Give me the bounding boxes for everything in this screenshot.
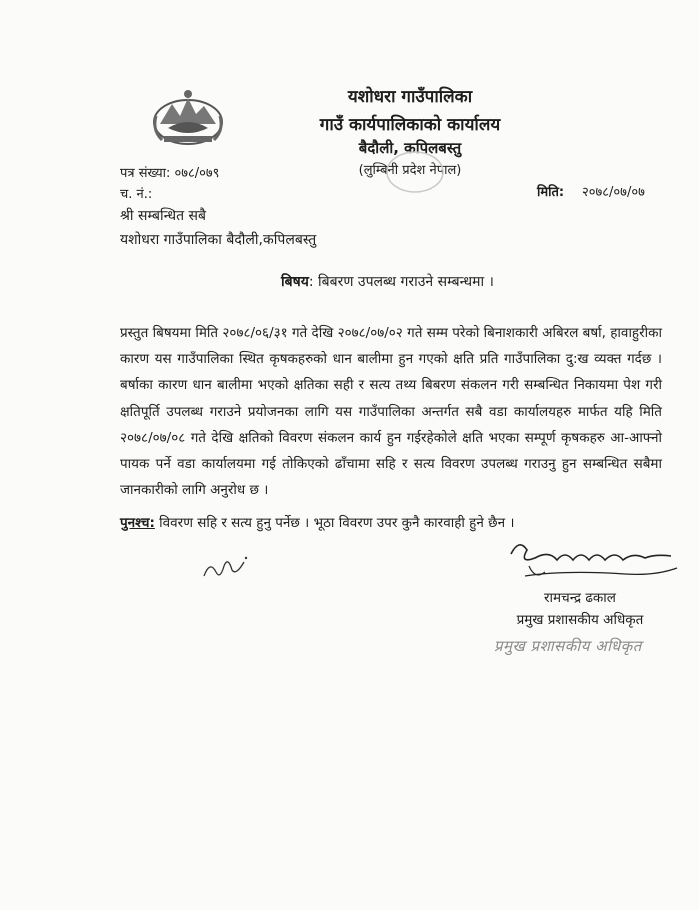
office-location: बैदौली, कपिलबस्तु <box>358 139 462 157</box>
postscript-text: विवरण सहि र सत्य हुनु पर्नेछ । भूठा विवरण उपर कुनै कारवाही हुने छैन । <box>154 515 515 531</box>
subject-label: बिषय <box>281 274 309 290</box>
letter-number: पत्र संख्या: ०७८/०७९ <box>120 166 220 181</box>
letter-body: प्रस्तुत बिषयमा मिति २०७८/०६/३१ गते देखि २०७८/०७/०२ गते सम्म परेको बिनाशकारी अबिरल बर्षा, हावाहुरीका कारण यस गाउँपालिका स्थित कृषकहरुको धान बालीमा हुन गएको क्षति प्रति गाउँपालिका दु:ख व्यक्त गर्दछ । बर्षाका कारण धान बालीमा भएको क्षतिका सही र सत्य तथ्य बिबरण संकलन गरी सम्बन्धित निकायमा पेश गरी क्षतिपूर्ति उपलब्ध गराउने प्रयोजनका लागि यस गाउँपालिका अन्तर्गत सबै वडा कार्यालयहरु मार्फत यहि मिति २०७८/०७/०८ गते देखि क्षतिको विवरण संकलन कार्य हुन गईरहेकोले क्षति भएका सम्पूर्ण कृषकहरु आ-आफ्नो पायक पर्ने वडा कार्यालयमा गई तोकिएको ढाँचामा सहि र सत्य विवरण उपलब्ध गराउनु हुन सम्बन्धित सबैमा जानकारीको लागि अनुरोध छ । <box>120 325 662 499</box>
province-name: (लुम्बिनी प्रदेश नेपाल) <box>358 163 462 178</box>
date-label: मिति: <box>537 185 565 200</box>
postscript <box>120 513 514 531</box>
subject-text: : बिबरण उपलब्ध गराउने सम्बन्धमा । <box>308 274 494 290</box>
municipality-name: यशोधरा गाउँपालिका <box>347 87 473 107</box>
recipient-line-1: श्री सम्बन्धित सबै <box>120 208 206 224</box>
designation-stamp: प्रमुख प्रशासकीय अधिकृत <box>494 637 642 655</box>
initials-signature <box>200 552 250 582</box>
officer-signature <box>505 536 680 584</box>
recipient-line-2: यशोधरा गाउँपालिका बैदौली,कपिलबस्तु <box>120 232 317 248</box>
office-stamp <box>385 150 445 194</box>
signatory-designation: प्रमुख प्रशासकीय अधिकृत <box>516 612 644 628</box>
date-value: २०७८/०७/०७ <box>582 185 645 200</box>
signatory-name: रामचन्द्र ढकाल <box>544 590 616 606</box>
dispatch-number: च. नं.: <box>120 187 153 202</box>
nepal-emblem-icon <box>150 86 226 148</box>
postscript-label: पुनश्च: <box>120 515 155 531</box>
subject-line <box>281 272 494 291</box>
office-name: गाउँ कार्यपालिकाको कार्यालय <box>319 115 501 135</box>
